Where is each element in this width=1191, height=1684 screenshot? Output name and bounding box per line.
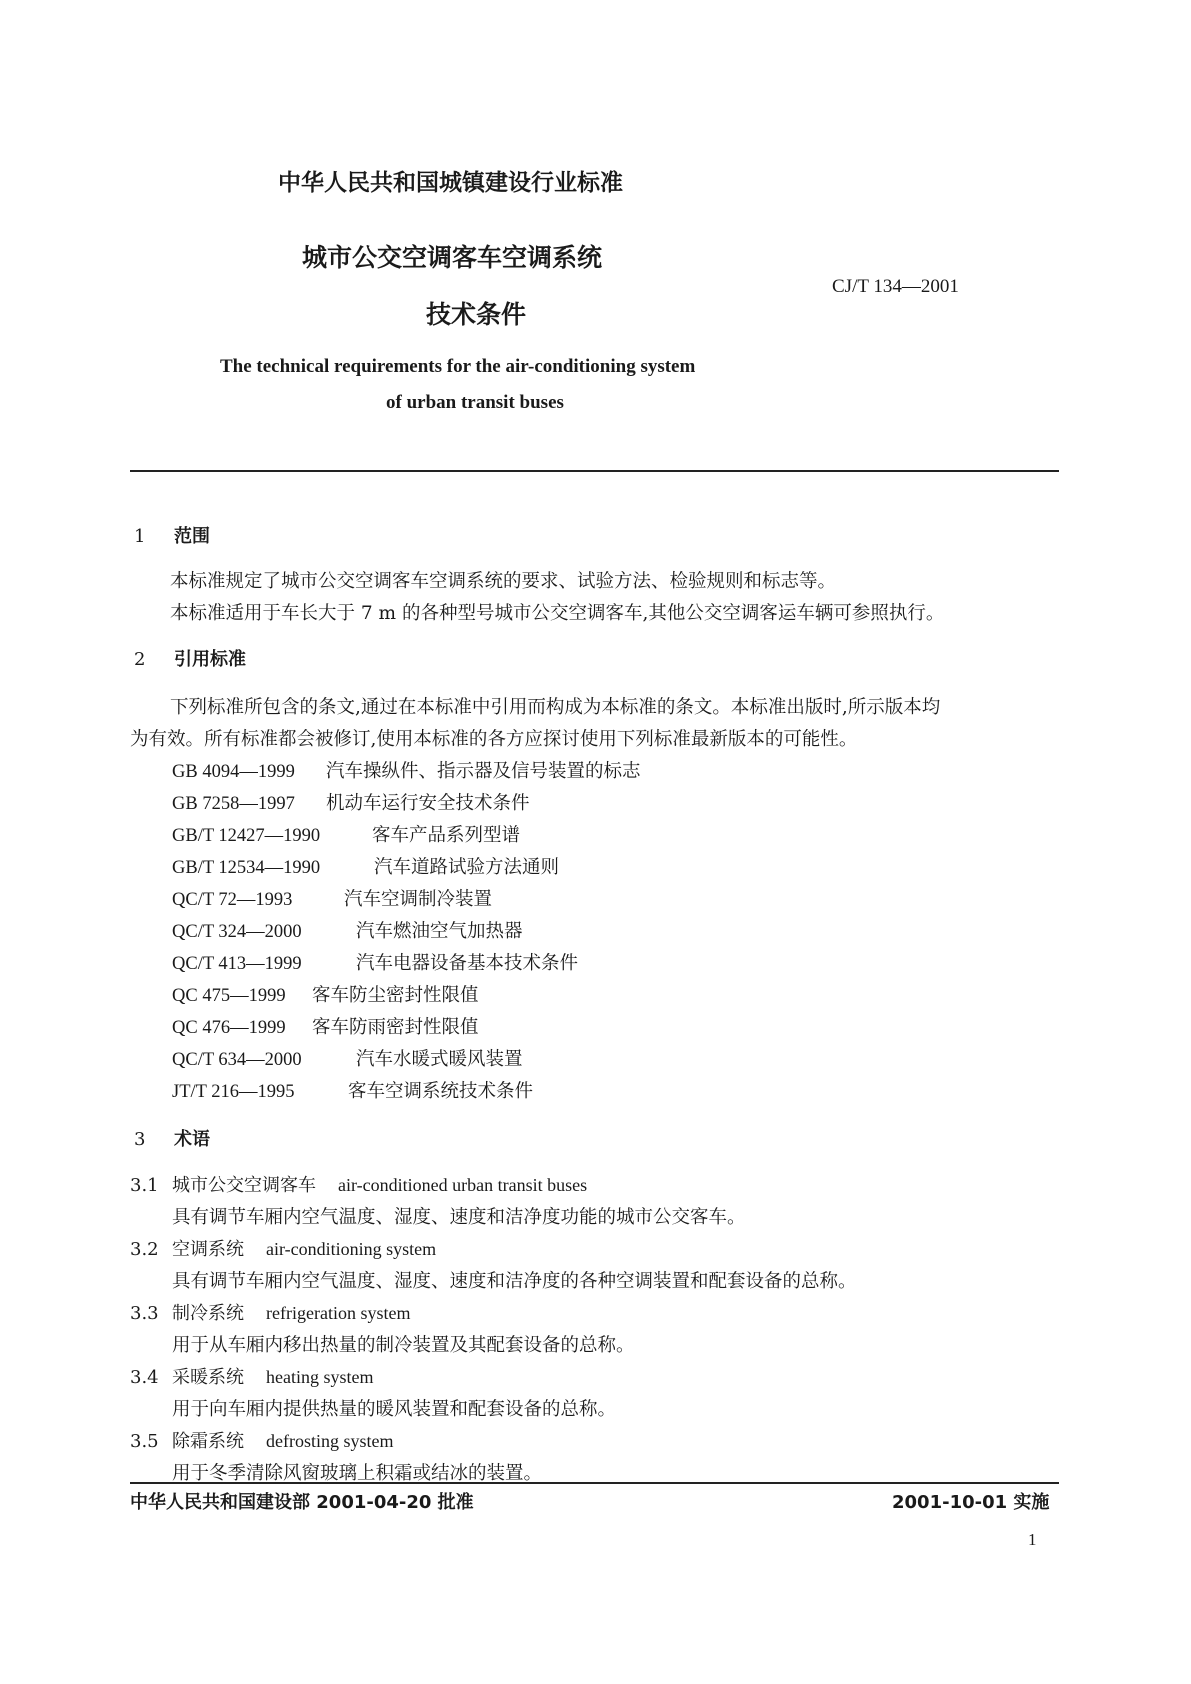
term-heading (130, 1299, 410, 1325)
issuing-standard-title: 中华人民共和国城镇建设行业标准 (278, 170, 623, 196)
term-heading (130, 1171, 587, 1197)
reference-item (172, 1045, 523, 1071)
paragraph: 本标准适用于车长大于 7 m 的各种型号城市公交空调客车,其他公交空调客运车辆可参照执行。 (170, 603, 945, 624)
term-definition: 用于从车厢内移出热量的制冷装置及其配套设备的总称。 (172, 1335, 635, 1356)
term-zh: 制冷系统 (172, 1303, 244, 1324)
section-title: 范围 (174, 526, 210, 547)
term-en: heating system (266, 1367, 374, 1387)
reference-code: QC/T 634—2000 (172, 1050, 302, 1070)
reference-name: 汽车燃油空气加热器 (356, 921, 523, 942)
term-number: 3.1 (130, 1175, 159, 1196)
reference-item (172, 1077, 533, 1103)
reference-name: 汽车水暖式暖风装置 (356, 1049, 523, 1070)
reference-code: QC/T 324—2000 (172, 922, 302, 942)
reference-item (172, 789, 530, 815)
reference-name: 汽车电器设备基本技术条件 (356, 953, 579, 974)
term-definition: 用于向车厢内提供热量的暖风装置和配套设备的总称。 (172, 1399, 617, 1420)
reference-name: 汽车道路试验方法通则 (374, 857, 560, 878)
term-definition: 用于冬季清除风窗玻璃上积霜或结冰的装置。 (172, 1463, 543, 1484)
english-title-line2: of urban transit buses (386, 392, 564, 413)
paragraph: 下列标准所包含的条文,通过在本标准中引用而构成为本标准的条文。本标准出版时,所示版本均 (170, 697, 941, 718)
section-3-heading (134, 1125, 210, 1151)
approval-line: 中华人民共和国建设部 2001-04-20 批准 (130, 1492, 474, 1513)
page-number: 1 (1028, 1530, 1037, 1549)
reference-item (172, 885, 492, 911)
term-definition: 具有调节车厢内空气温度、湿度、速度和洁净度功能的城市公交客车。 (172, 1207, 746, 1228)
reference-code: GB/T 12534—1990 (172, 858, 321, 878)
term-en: refrigeration system (266, 1303, 411, 1323)
term-definition: 具有调节车厢内空气温度、湿度、速度和洁净度的各种空调装置和配套设备的总称。 (172, 1271, 857, 1292)
reference-name: 机动车运行安全技术条件 (326, 793, 530, 814)
term-heading (130, 1427, 394, 1453)
section-number: 3 (134, 1129, 146, 1150)
english-title-line1: The technical requirements for the air-conditioning system (220, 356, 696, 377)
reference-code: QC/T 413—1999 (172, 954, 302, 974)
reference-item (172, 757, 641, 783)
reference-item (172, 981, 479, 1007)
term-zh: 空调系统 (172, 1239, 244, 1260)
reference-code: GB 7258—1997 (172, 794, 295, 814)
reference-name: 客车防雨密封性限值 (312, 1017, 479, 1038)
reference-item (172, 821, 520, 847)
reference-name: 客车空调系统技术条件 (348, 1081, 534, 1102)
term-en: air-conditioned urban transit buses (338, 1175, 588, 1195)
term-number: 3.3 (130, 1303, 159, 1324)
document-title-line2: 技术条件 (426, 300, 527, 329)
term-en: defrosting system (266, 1431, 394, 1451)
section-title: 术语 (174, 1129, 210, 1150)
term-zh: 城市公交空调客车 (172, 1175, 316, 1196)
reference-item (172, 853, 559, 879)
section-2-heading (134, 645, 246, 671)
term-en: air-conditioning system (266, 1239, 437, 1259)
term-heading (130, 1235, 436, 1261)
reference-code: QC/T 72—1993 (172, 890, 293, 910)
footer-divider (130, 1482, 1059, 1484)
term-number: 3.5 (130, 1431, 159, 1452)
paragraph: 本标准规定了城市公交空调客车空调系统的要求、试验方法、检验规则和标志等。 (170, 571, 837, 592)
term-zh: 采暖系统 (172, 1367, 244, 1388)
reference-code: QC 476—1999 (172, 1018, 286, 1038)
effective-date: 2001-10-01 实施 (892, 1492, 1050, 1513)
section-title: 引用标准 (174, 649, 246, 670)
reference-code: JT/T 216—1995 (172, 1082, 295, 1102)
reference-name: 客车防尘密封性限值 (312, 985, 479, 1006)
reference-name: 客车产品系列型谱 (372, 825, 521, 846)
reference-name: 汽车操纵件、指示器及信号装置的标志 (326, 761, 641, 782)
document-title-line1: 城市公交空调客车空调系统 (302, 243, 603, 272)
reference-item (172, 949, 578, 975)
term-heading (130, 1363, 373, 1389)
section-1-heading (134, 522, 210, 548)
term-zh: 除霜系统 (172, 1431, 244, 1452)
term-number: 3.4 (130, 1367, 159, 1388)
title-divider (130, 470, 1059, 472)
section-number: 1 (134, 526, 146, 547)
paragraph: 为有效。所有标准都会被修订,使用本标准的各方应探讨使用下列标准最新版本的可能性。 (130, 729, 858, 750)
reference-code: QC 475—1999 (172, 986, 286, 1006)
reference-code: GB 4094—1999 (172, 762, 295, 782)
reference-item (172, 1013, 479, 1039)
term-number: 3.2 (130, 1239, 159, 1260)
reference-code: GB/T 12427—1990 (172, 826, 321, 846)
reference-item (172, 917, 523, 943)
standard-code: CJ/T 134—2001 (832, 276, 959, 297)
reference-name: 汽车空调制冷装置 (344, 889, 493, 910)
section-number: 2 (134, 649, 146, 670)
